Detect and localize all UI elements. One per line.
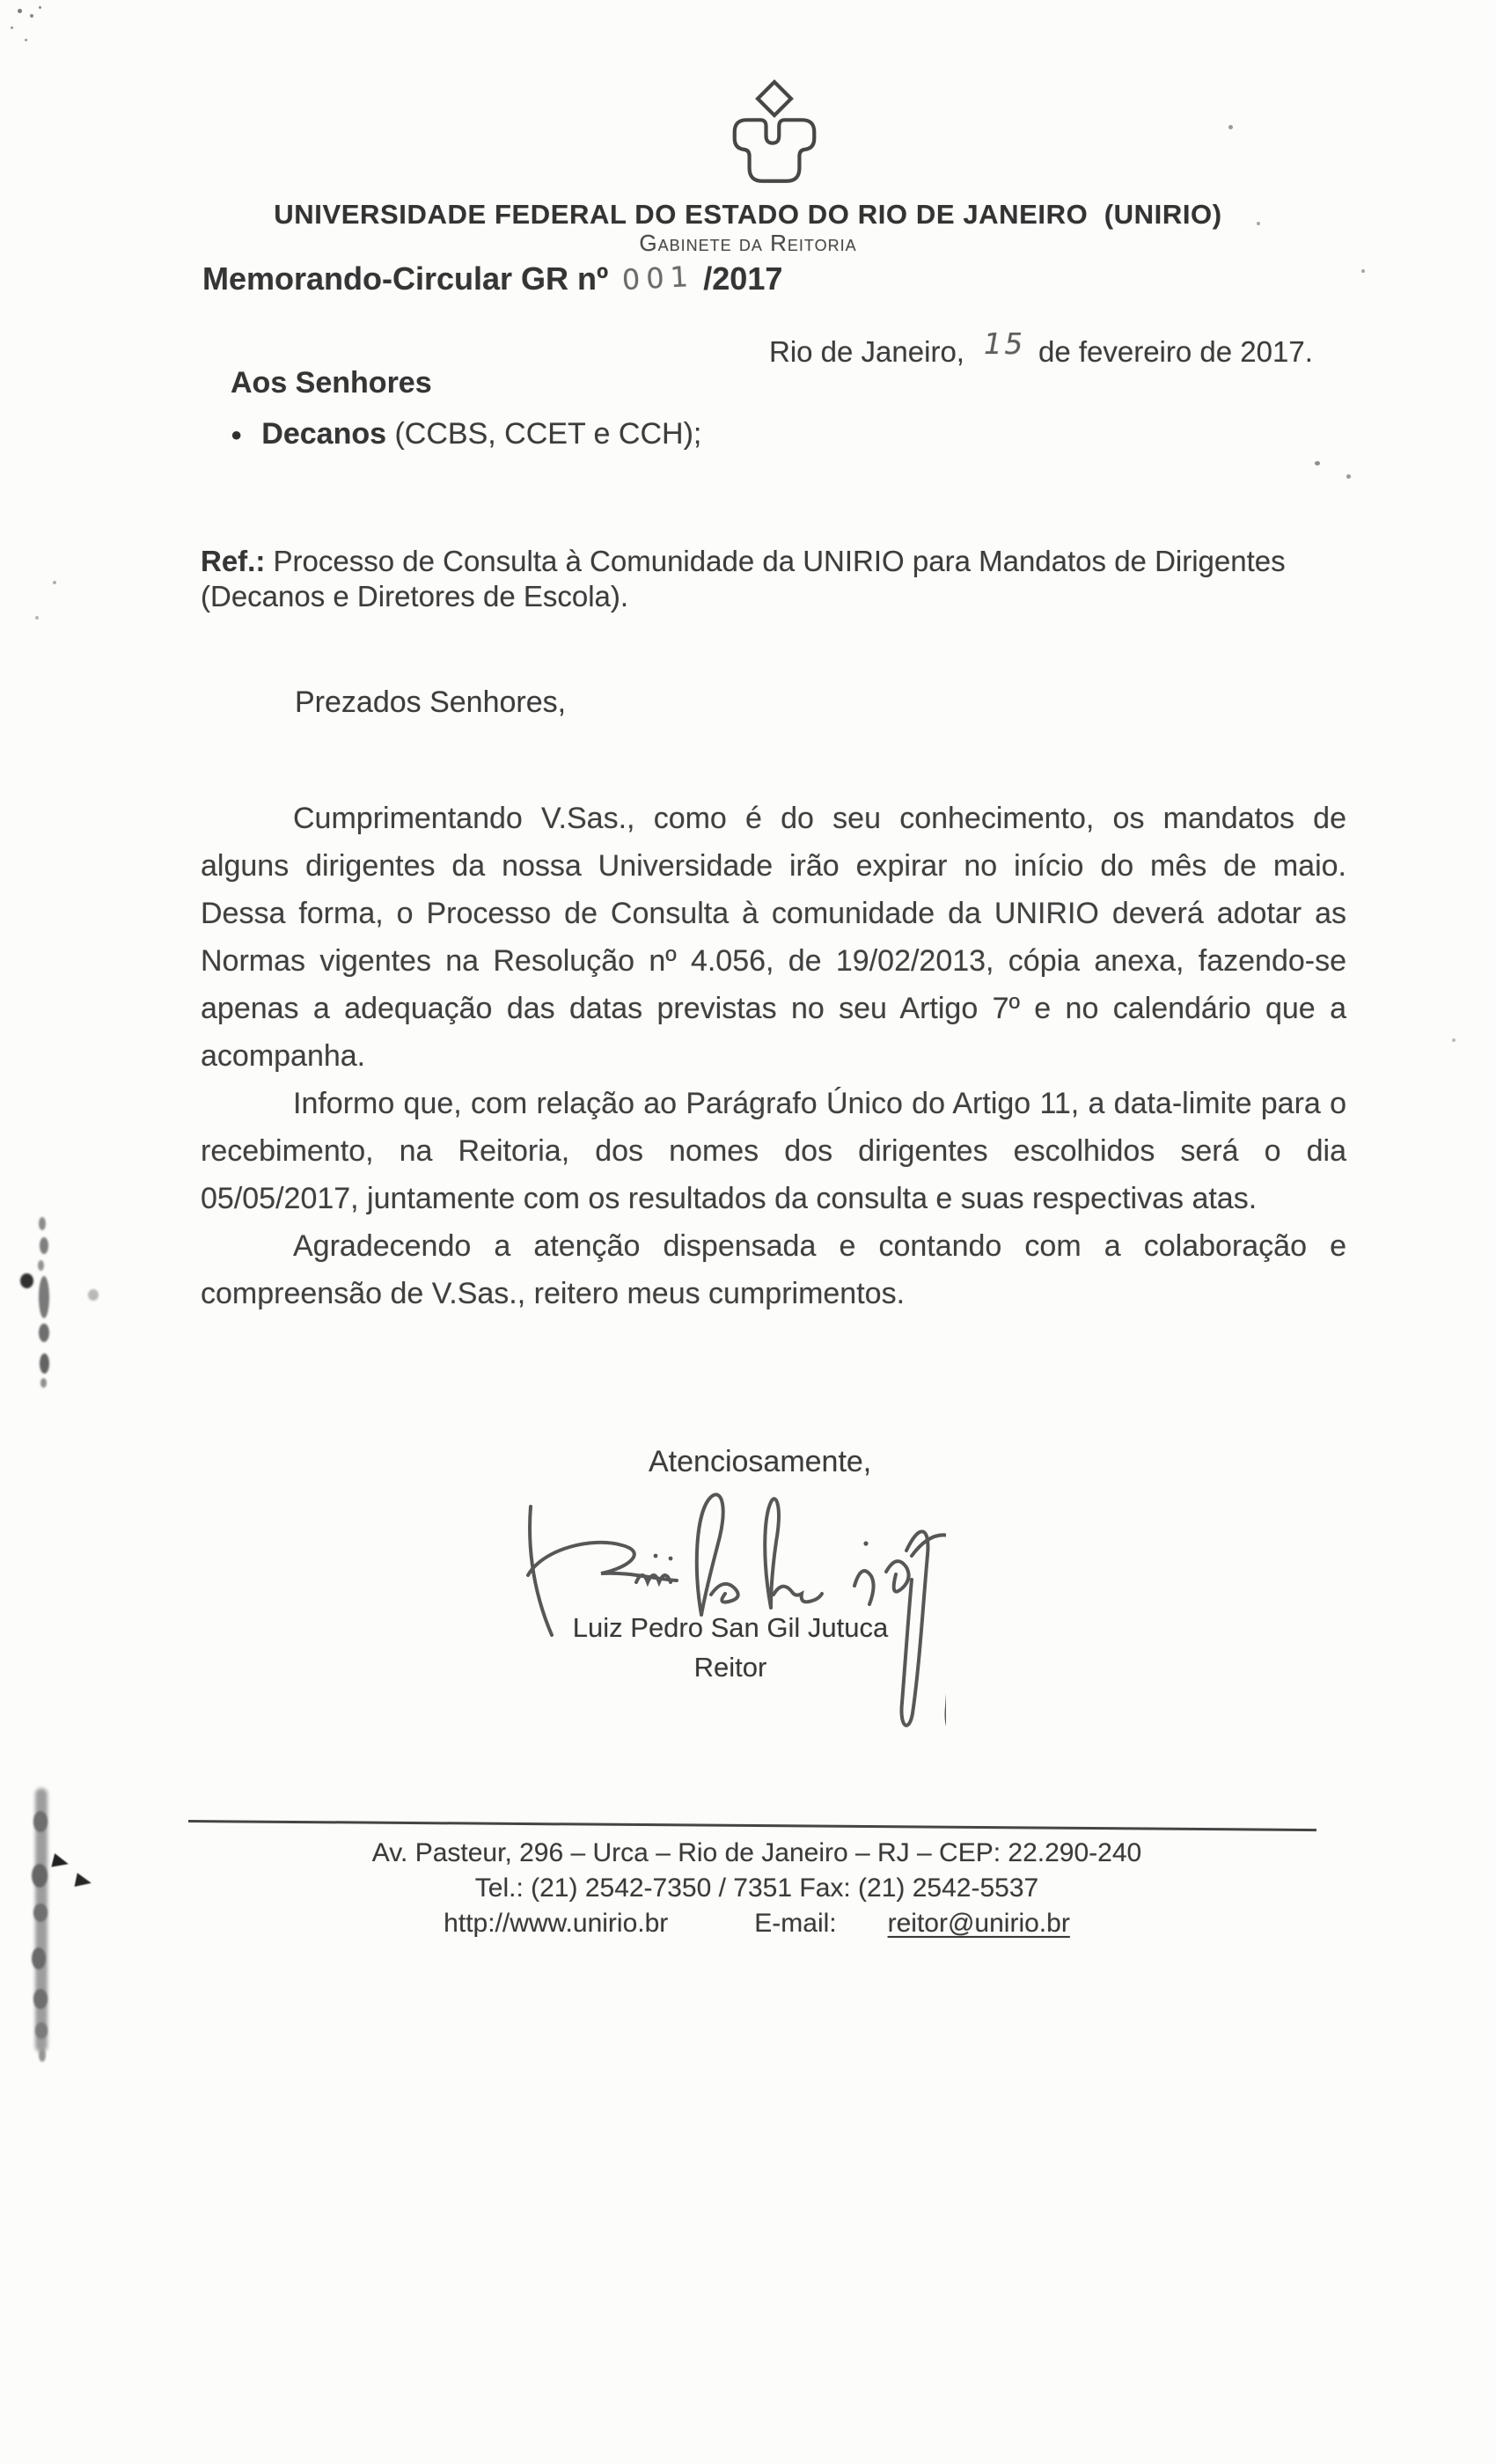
unirio-logo bbox=[723, 79, 825, 185]
memo-label: Memorando-Circular GR nº bbox=[202, 260, 609, 297]
reference-line1-rest: Processo de Consulta à Comunidade da UNIRIO para Mandatos de Dirigentes bbox=[265, 545, 1286, 577]
memo-year: /2017 bbox=[703, 260, 783, 297]
body-line: 05/05/2017, juntamente com os resultados da consulta e suas respectivas atas. bbox=[201, 1182, 1258, 1215]
recipient-rest: (CCBS, CCET e CCH); bbox=[394, 417, 702, 451]
signer-title: Reitor bbox=[693, 1652, 767, 1683]
footer-website: http://www.unirio.br bbox=[444, 1909, 669, 1938]
body-line: Cumprimentando V.Sas., como é do seu conhecimento, os mandatos de bbox=[293, 802, 1346, 835]
recipient-bold: Decanos bbox=[261, 417, 387, 451]
dateline-rest: de fevereiro de 2017. bbox=[1038, 335, 1313, 368]
body-line: Normas vigentes na Resolução nº 4.056, de 19/02/2013, cópia anexa, fazendo-se bbox=[201, 944, 1346, 978]
logo-chalice bbox=[735, 120, 815, 180]
body-line: recebimento, na Reitoria, dos nomes dos dirigentes escolhidos será o dia bbox=[201, 1134, 1346, 1168]
office-name: Gabinete da Reitoria bbox=[639, 230, 857, 256]
dateline bbox=[769, 326, 1313, 369]
body-line: compreensão de V.Sas., reitero meus cumprimentos. bbox=[201, 1277, 906, 1310]
body-line: Informo que, com relação ao Parágrafo Único do Artigo 11, a data-limite para o bbox=[293, 1087, 1346, 1120]
footer-email-label: E-mail: bbox=[754, 1909, 837, 1938]
recipient-item bbox=[231, 417, 701, 451]
footer-block bbox=[202, 1836, 1311, 1941]
body-text bbox=[201, 795, 1346, 1317]
signer-block bbox=[528, 1612, 933, 1683]
body-line: Dessa forma, o Processo de Consulta à comunidade da UNIRIO deverá adotar as bbox=[201, 897, 1346, 930]
memo-number-line bbox=[202, 260, 782, 297]
footer-web-line bbox=[202, 1906, 1311, 1941]
body-line: apenas a adequação das datas previstas no seu Artigo 7º e no calendário que a bbox=[201, 992, 1346, 1025]
salutation: Prezados Senhores, bbox=[295, 686, 567, 719]
footer-phones: Tel.: (21) 2542-7350 / 7351 Fax: (21) 2542-5537 bbox=[474, 1874, 1039, 1903]
signer-name: Luiz Pedro San Gil Jutuca bbox=[572, 1612, 889, 1643]
body-line: Agradecendo a atenção dispensada e contando com a colaboração e bbox=[293, 1229, 1346, 1263]
footer-email: reitor@unirio.br bbox=[887, 1909, 1070, 1938]
footer-rule bbox=[188, 1820, 1316, 1831]
bullet-icon: ● bbox=[231, 423, 243, 445]
memo-number-handwritten: 001 bbox=[621, 259, 696, 297]
valediction: Atenciosamente, bbox=[649, 1445, 872, 1478]
reference-line2: (Decanos e Diretores de Escola). bbox=[201, 580, 629, 612]
recipients-heading: Aos Senhores bbox=[231, 366, 432, 400]
footer-address: Av. Pasteur, 296 – Urca – Rio de Janeiro – RJ – CEP: 22.290-240 bbox=[371, 1838, 1142, 1867]
reference-label: Ref.: bbox=[201, 545, 266, 577]
dateline-city: Rio de Janeiro, bbox=[769, 335, 964, 368]
university-name: UNIVERSIDADE FEDERAL DO ESTADO DO RIO DE JANEIRO (UNIRIO) bbox=[274, 199, 1222, 230]
body-line: acompanha. bbox=[201, 1039, 366, 1073]
reference-line1 bbox=[201, 544, 1358, 579]
logo-diamond bbox=[758, 82, 791, 115]
date-day-handwritten: 15 bbox=[980, 326, 1029, 361]
reference-block bbox=[201, 544, 1358, 614]
body-line: alguns dirigentes da nossa Universidade irão expirar no início do mês de maio. bbox=[201, 849, 1346, 883]
